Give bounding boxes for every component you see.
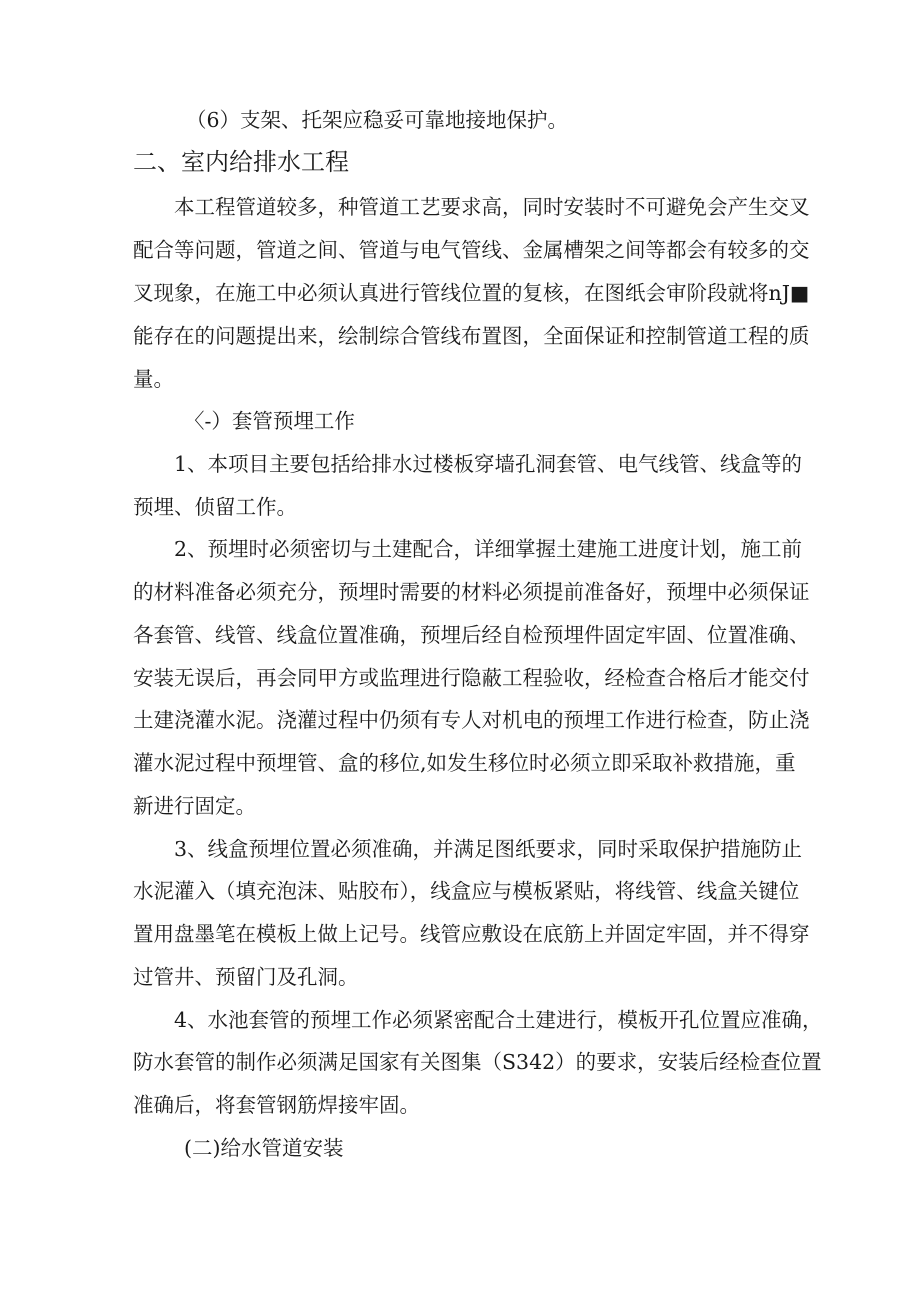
intro-line: 配合等问题，管道之间、管道与电气管线、金属槽架之间等都会有较多的交	[133, 238, 810, 262]
point-2-line: 2、预埋时必须密切与土建配合，详细掌握土建施工进度计划，施工前	[174, 537, 803, 561]
sub-heading-casing: 〈-）套管预埋工作	[184, 409, 355, 433]
sub-heading-water-pipe: (二)给水管道安装	[184, 1136, 344, 1160]
point-2-line: 灌水泥过程中预埋管、盒的移位,如发生移位时必须立即采取补救措施，重	[133, 751, 796, 775]
point-2-line: 土建浇灌水泥。浇灌过程中仍须有专人对机电的预埋工作进行检查，防止浇	[133, 708, 810, 732]
intro-line: 叉现象，在施工中必须认真进行管线位置的复核，在图纸会审阶段就将nJ■	[133, 281, 810, 305]
point-1-line: 1、本项目主要包括给排水过楼板穿墙孔洞套管、电气线管、线盒等的	[174, 452, 803, 476]
point-2-line: 的材料准备必须充分，预埋时需要的材料必须提前准备好，预埋中必须保证	[133, 580, 810, 604]
intro-line: 量。	[133, 367, 174, 391]
point-3-line: 3、线盒预埋位置必须准确，并满足图纸要求，同时采取保护措施防止	[174, 837, 803, 861]
point-4-line: 准确后，将套管钢筋焊接牢固。	[133, 1093, 420, 1117]
point-4-line: 4、水池套管的预埋工作必须紧密配合土建进行，模板开孔位置应准确，	[174, 1008, 823, 1032]
point-2-line: 安装无误后，再会同甲方或监理进行隐蔽工程验收，经检查合格后才能交付	[133, 666, 810, 690]
item-6-text: （6）支架、托架应稳妥可靠地接地保护。	[186, 108, 569, 132]
point-2-line: 新进行固定。	[133, 794, 256, 818]
section-heading: 二、室内给排水工程	[133, 148, 349, 176]
point-3-line: 水泥灌入（填充泡沫、贴胶布），线盒应与模板紧贴，将线管、线盒关键位	[133, 879, 800, 903]
point-4-line: 防水套管的制作必须满足国家有关图集（S342）的要求，安装后经检查位置	[133, 1050, 822, 1074]
intro-line: 能存在的问题提出来，绘制综合管线布置图，全面保证和控制管道工程的质	[133, 324, 810, 348]
point-3-line: 过管井、预留门及孔洞。	[133, 965, 359, 989]
point-1-line: 预埋、侦留工作。	[133, 495, 297, 519]
point-2-line: 各套管、线管、线盒位置准确，预埋后经自检预埋件固定牢固、位置准确、	[133, 623, 810, 647]
point-3-line: 置用盘墨笔在模板上做上记号。线管应敷设在底筋上并固定牢固，并不得穿	[133, 922, 810, 946]
intro-line: 本工程管道较多，种管道工艺要求高，同时安装时不可避免会产生交叉	[174, 195, 810, 219]
